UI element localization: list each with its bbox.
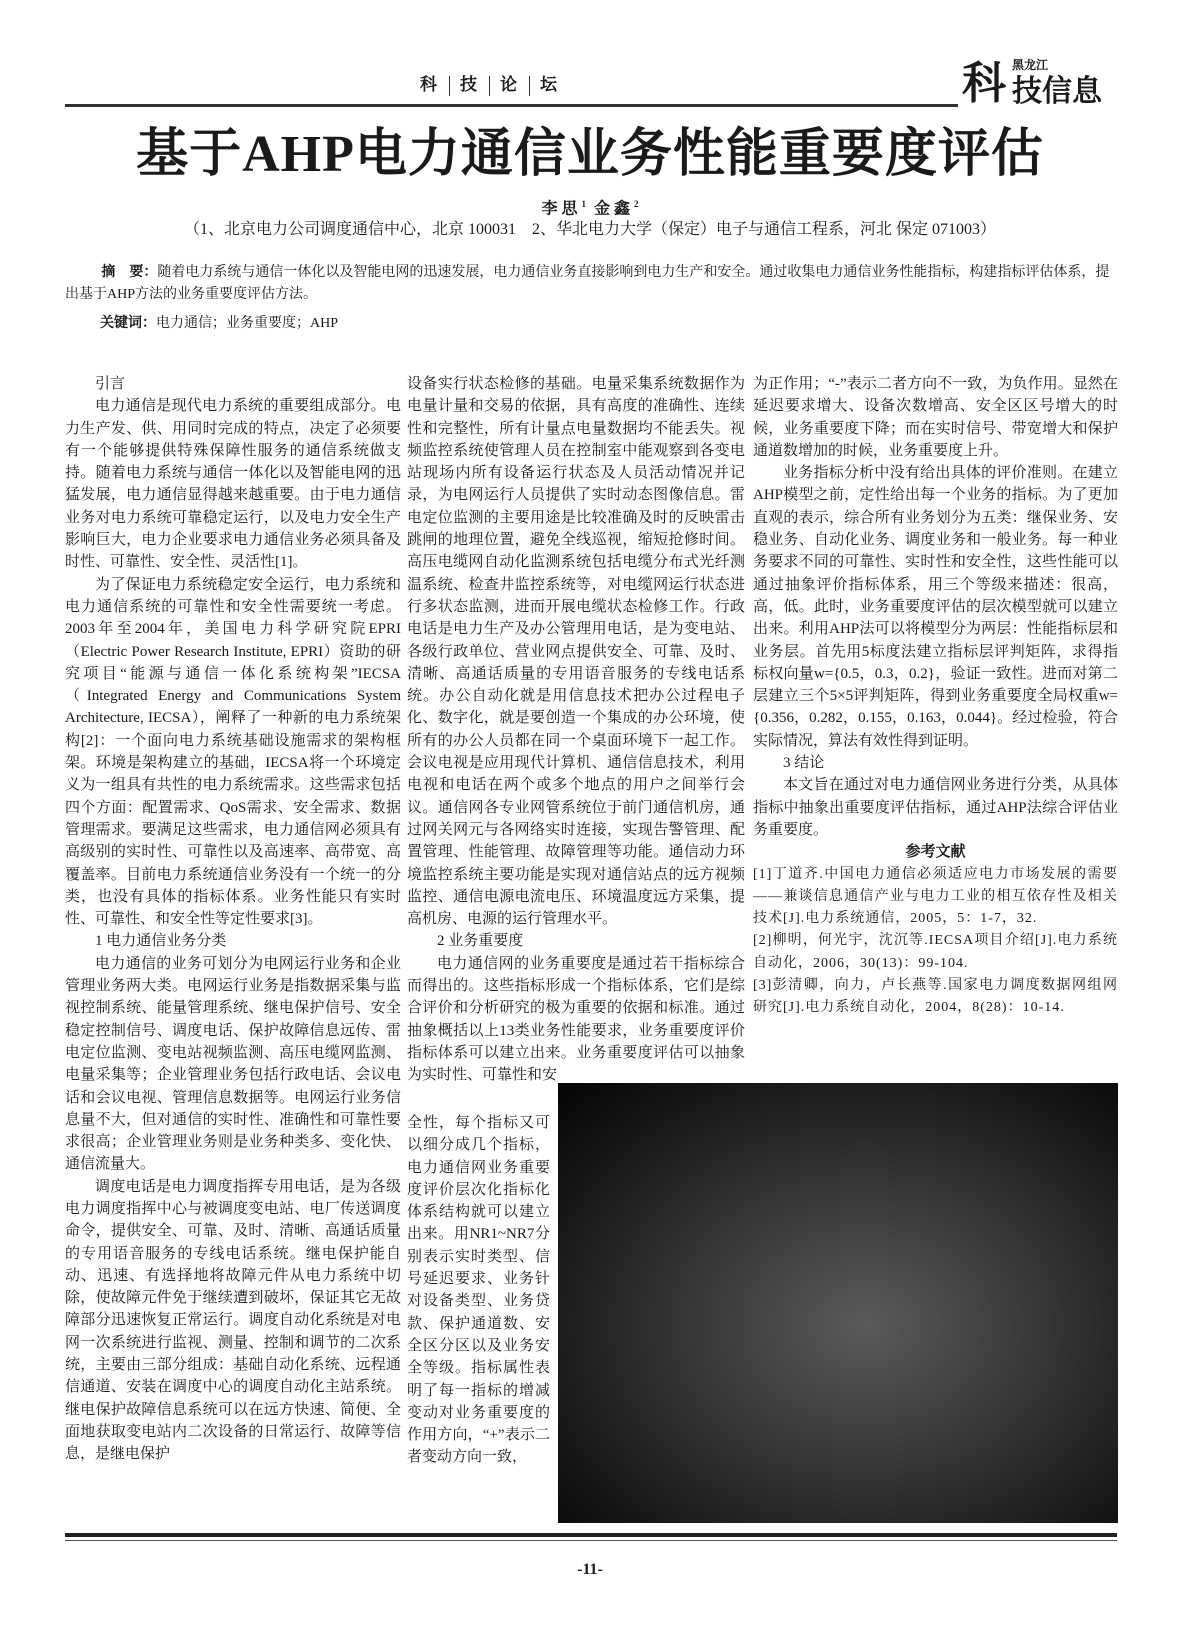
reference-item: [2]柳明，何光宇，沈沉等.IECSA项目介绍[J].电力系统自动化，2006，30(13)：99-104.	[753, 933, 1118, 971]
affiliation: （1、北京电力公司调度通信中心，北京 100031 2、华北电力大学（保定）电子与通信工程系，河北 保定 071003）	[183, 221, 996, 238]
keywords-label: 关键词：	[100, 316, 156, 331]
column-2-narrow	[407, 1112, 550, 1469]
author: 李思	[541, 200, 582, 218]
abstract-label: 摘 要：	[101, 265, 158, 280]
reference-item: [3]彭清卿，向力，卢长燕等.国家电力调度数据网组网研究[J].电力系统自动化，2004，8(28)：10-14.	[753, 978, 1118, 1016]
references-heading: 参考文献	[905, 844, 966, 861]
section-label	[420, 70, 559, 96]
reference-item: [1]丁道齐.中国电力通信必须适应电力市场发展的需要——兼谈信息通信产业与电力工业的相互依存性及相关技术[J].电力系统通信，2005，5：1-7，32.	[753, 866, 1118, 927]
column-1	[65, 373, 401, 1466]
journal-logo	[962, 58, 1132, 112]
section-char: 科	[420, 75, 439, 94]
paragraph: 为正作用；“-”表示二者方向不一致，为负作用。显然在延迟要求增大、设备次数增高、安全区区号增大的时候，业务重要度下降；而在实时信号、带宽增大和保护通道数增加的时候，业务重要度上升。	[753, 376, 1118, 459]
section-char: 论	[500, 75, 519, 94]
column-3	[753, 373, 1118, 1020]
column-2	[407, 373, 745, 1087]
paragraph: 电力通信是现代电力系统的重要组成部分。电力生产发、供、用同时完成的特点，决定了必须要有一个能够提供特殊保障性服务的通信系统做支持。随着电力系统与通信一体化以及智能电网的迅猛发展，电力通信显得越来越重要。由于电力通信业务对电力系统可靠稳定运行，以及电力安全生产影响巨大，电力企业要求电力通信业务必须具备及时性、可靠性、安全性、灵活性[1]。	[65, 398, 401, 571]
keywords	[100, 314, 338, 334]
paragraph: 电力通信的业务可划分为电网运行业务和企业管理业务两大类。电网运行业务是指数据采集与监视控制系统、能量管理系统、继电保护信号、安全稳定控制信号、调度电话、保护故障信息远传、雷电定位监测、变电站视频监测、高压电缆网监测、电量采集等；企业管理业务包括行政电话、会议电话和会议电视、管理信息数据等。电网运行业务信息量不大，但对通信的实时性、准确性和可靠性要求很高；企业管理业务则是业务种类多、变化快、通信流量大。	[65, 955, 401, 1173]
divider	[489, 76, 490, 96]
section-char: 坛	[540, 75, 559, 94]
author-sup: 2	[634, 199, 639, 209]
authors	[0, 194, 1180, 219]
heading-intro: 引言	[95, 376, 126, 392]
logo-rest: 技信息	[1012, 74, 1102, 109]
divider	[529, 76, 530, 96]
keywords-text: 电力通信；业务重要度；AHP	[156, 316, 339, 331]
paragraph: 本文旨在通过对电力通信网业务进行分类，从具体指标中抽象出重要度评估指标，通过AHP法综合评估业务重要度。	[753, 777, 1118, 838]
divider	[449, 76, 450, 96]
paragraph: 电力通信网的业务重要度是通过若干指标综合而得出的。这些指标形成一个指标体系，它们是综合评价和分析研究的极为重要的依据和标准。通过抽象概括以上13类业务性能要求，业务重要度评价指标体系可以建立出来。业务重要度评估可以抽象为实时性、可靠性和安	[407, 955, 745, 1084]
logo-region: 黑龙江	[1012, 58, 1049, 72]
heading-section-1: 1 电力通信业务分类	[95, 933, 227, 950]
page-number: -11-	[577, 1561, 603, 1578]
abstract	[65, 262, 1115, 306]
abstract-text: 随着电力系统与通信一体化以及智能电网的迅速发展，电力通信业务直接影响到电力生产和安全。通过收集电力通信业务性能指标，构建指标评估体系，提出基于AHP方法的业务重要度评估方法。	[65, 265, 1110, 302]
logo-first-char: 科	[962, 58, 1006, 109]
paragraph: 为了保证电力系统稳定安全运行，电力系统和电力通信系统的可靠性和安全性需要统一考虑。2003年至2004年，美国电力科学研究院EPRI（Electric Power Research Institute, EPRI）资助的研究项目“能源与通信一体化系统构架”IECSA（Integrated Energy and Communications System Architecture, IECSA），阐释了一种新的电力系统架构[2]：一个面向电力系统基础设施需求的架构框架。环境是架构建立的基础，IECSA将一个环境定义为一组具有共性的电力系统需求。这些需求包括四个方面：配置需求、QoS需求、安全需求、数据管理需求。要满足这些需求，电力通信网必须具有高级别的实时性、可靠性以及高速率、高带宽、高覆盖率。目前电力系统通信业务没有一个统一的分类，也没有具体的指标体系。业务性能只有实时性、可靠性、和安全性等定性要求[3]。	[65, 576, 401, 928]
dark-figure-image	[558, 1083, 1118, 1523]
paragraph: 业务指标分析中没有给出具体的评价准则。在建立AHP模型之前，定性给出每一个业务的指标。为了更加直观的表示，综合所有业务划分为五类：继保业务、安稳业务、自动化业务、调度业务和一般业务。每一种业务要求不同的可靠性、实时性和安全性，这些性能可以通过抽象评价指标体系，用三个等级来描述：很高，高，低。此时，业务重要度评估的层次模型就可以建立出来。利用AHP法可以将模型分为两层：性能指标层和业务层。首先用5标度法建立指标层评判矩阵，求得指标权向量w={0.5，0.3，0.2}，验证一致性。进而对第二层建立三个5×5评判矩阵，得到业务重要度全局权重w={0.356，0.282，0.155，0.163，0.044}。经过检验，符合实际情况，算法有效性得到证明。	[753, 465, 1118, 749]
header-rule	[65, 104, 958, 107]
heading-section-3: 3 结论	[783, 755, 825, 772]
footer-rule-thin	[65, 1540, 1117, 1541]
author: 金鑫	[594, 200, 635, 218]
paragraph: 全性，每个指标又可以细分成几个指标，电力通信网业务重要度评价层次化指标化体系结构就可以建立出来。用NR1~NR7分别表示实时类型、信号延迟要求、业务针对设备类型、业务贷款、保护通道数、安全区分区以及业务安全等级。指标属性表明了每一指标的增减变动对业务重要度的作用方向，“+”表示二者变动方向一致，	[407, 1115, 550, 1466]
heading-section-2: 2 业务重要度	[437, 933, 524, 950]
footer-rule	[65, 1533, 1117, 1537]
section-char: 技	[460, 75, 479, 94]
paper-title: 基于AHP电力通信业务性能重要度评估	[136, 126, 1044, 183]
paragraph: 设备实行状态检修的基础。电量采集系统数据作为电量计量和交易的依据，具有高度的准确性、连续性和完整性，所有计量点电量数据均不能丢失。视频监控系统使管理人员在控制室中能观察到各变电站现场内所有设备运行状态及人员活动情况并记录，为电网运行人员提供了实时动态图像信息。雷电定位监测的主要用途是比较准确及时的反映雷击跳闸的地理位置，避免全线巡视，缩短抢修时间。高压电缆网自动化监测系统包括电缆分布式光纤测温系统、检查井监控系统等，对电缆网运行状态进行多状态监测，进而开展电缆状态检修工作。行政电话是电力生产及办公管理用电话，是为变电站、各级行政单位、营业网点提供安全、可靠、及时、清晰、高通话质量的专用语音服务的专线电话系统。办公自动化就是用信息技术把办公过程电子化、数字化，就是要创造一个集成的办公环境，使所有的办公人员都在同一个桌面环境下一起工作。会议电视是应用现代计算机、通信信息技术，利用电视和电话在两个或多个地点的用户之间举行会议。通信网各专业网管系统位于前门通信机房，通过网关网元与各网络实时连接，实现告警管理、配置管理、性能管理、故障管理等功能。通信动力环境监控系统主要功能是实现对通信站点的远方视频监控、通信电源电流电压、环境温度远方采集，提高机房、电源的运行管理水平。	[407, 376, 745, 928]
author-sup: 1	[581, 199, 586, 209]
paragraph: 调度电话是电力调度指挥专用电话，是为各级电力调度指挥中心与被调度变电站、电厂传送调度命令，提供安全、可靠、及时、清晰、高通话质量的专用语音服务的专线电话系统。继电保护能自动、迅速、有选择地将故障元件从电力系统中切除，使故障元件免于继续遭到破坏，保证其它无故障部分迅速恢复正常运行。调度自动化系统是对电网一次系统进行监视、测量、控制和调节的二次系统，主要由三部分组成：基础自动化系统、远程通信通道、安装在调度中心的调度自动化主站系统。继电保护故障信息系统可以在远方快速、简便、全面地获取变电站内二次设备的日常运行、故障等信息，是继电保护	[65, 1178, 401, 1463]
